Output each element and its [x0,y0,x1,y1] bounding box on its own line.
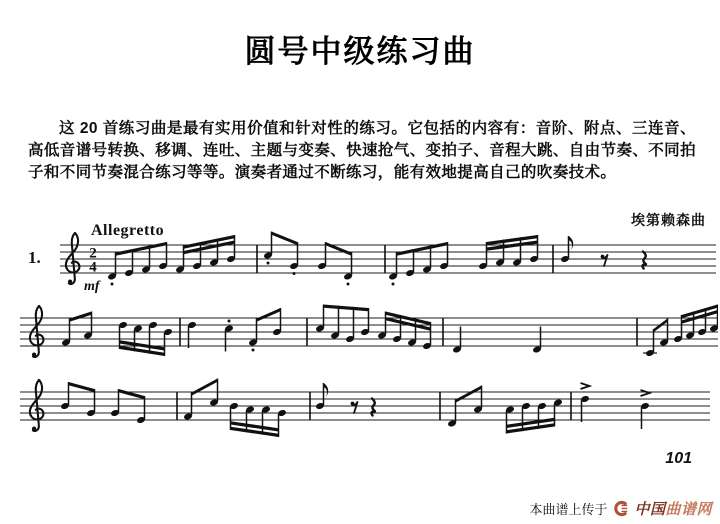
etude-number: 1. [28,248,41,267]
site-logo-icon [612,500,629,517]
composer-credit: 埃第赖森曲 [631,212,706,228]
site-name-secondary: 曲谱网 [665,501,712,518]
page-title: 圆号中级练习曲 [244,34,476,69]
footer-watermark [529,498,712,519]
staff-system-3 [20,372,718,448]
staff-system-1 [60,225,716,301]
svg-text:2: 2 [89,245,97,262]
site-name-primary: 中国 [634,501,666,518]
upload-note-text: 本曲谱上传于 [529,502,608,517]
staff-system-2 [20,298,718,374]
tempo-marking: Allegretto [91,222,165,239]
svg-text:4: 4 [89,259,97,276]
intro-paragraph: 这 20 首练习曲是最有实用价值和针对性的练习。它包括的内容有：音阶、附点、三连音、高低音谱号转换、移调、连吐、主题与变奏、快速抢气、变拍子、音程大跳、自由节奏、不同拍子和不同节奏混合练习等等。演奏者通过不断练习，能有效地提高自己的吹奏技术。 [28,119,696,181]
dynamic-marking: mf [84,279,100,294]
page-number: 101 [665,450,692,467]
